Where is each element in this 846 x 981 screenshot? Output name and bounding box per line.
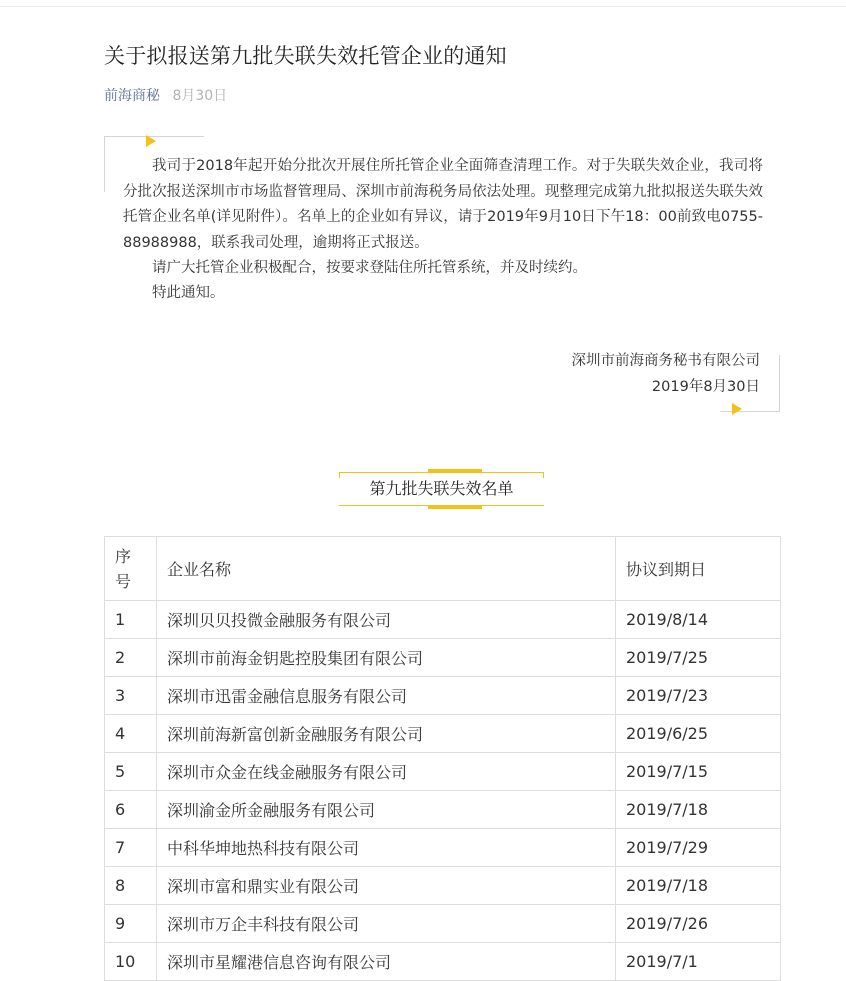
corner-decoration-bottom-right-line — [720, 411, 780, 412]
row-number: 5 — [105, 753, 157, 791]
row-number: 2 — [105, 639, 157, 677]
row-company-name: 深圳市星耀港信息咨询有限公司 — [157, 943, 616, 981]
row-expiry-date: 2019/7/18 — [616, 791, 781, 829]
row-company-name: 深圳市富和鼎实业有限公司 — [157, 867, 616, 905]
row-expiry-date: 2019/7/18 — [616, 867, 781, 905]
row-expiry-date: 2019/7/29 — [616, 829, 781, 867]
row-company-name: 深圳市万企丰科技有限公司 — [157, 905, 616, 943]
section-title: 第九批失联失效名单 — [369, 479, 514, 498]
row-company-name: 深圳渝金所金融服务有限公司 — [157, 791, 616, 829]
row-company-name: 深圳前海新富创新金融服务有限公司 — [157, 715, 616, 753]
section-heading-box — [339, 472, 544, 506]
publish-date: 8月30日 — [172, 88, 228, 104]
row-expiry-date: 2019/7/26 — [616, 905, 781, 943]
row-expiry-date: 2019/7/25 — [616, 639, 781, 677]
table-row — [105, 867, 781, 905]
notice-paragraph-3: 特此通知。 — [152, 285, 225, 301]
article-meta — [104, 85, 227, 105]
notice-paragraph-2: 请广大托管企业积极配合，按要求登陆住所托管系统，并及时续约。 — [152, 260, 587, 276]
row-number: 1 — [105, 601, 157, 639]
table-row — [105, 715, 781, 753]
notice-paragraph-1: 我司于2018年起开始分批次开展住所托管企业全面筛查清理工作。对于失联失效企业，我司将分批次报送深圳市市场监督管理局、深圳市前海税务局依法处理。现整理完成第九批拟报送失联失效托管企业名单(详见附件）。名单上的企业如有异议，请于2019年9月10日下午18：00前致电0755-88988988，联系我司处理，逾期将正式报送。 — [123, 158, 763, 251]
row-company-name: 深圳市众金在线金融服务有限公司 — [157, 753, 616, 791]
author-link[interactable]: 前海商秘 — [104, 88, 160, 104]
row-expiry-date: 2019/7/1 — [616, 943, 781, 981]
row-expiry-date: 2019/8/14 — [616, 601, 781, 639]
row-number: 10 — [105, 943, 157, 981]
row-number: 9 — [105, 905, 157, 943]
row-expiry-date: 2019/7/23 — [616, 677, 781, 715]
row-company-name: 中科华坤地热科技有限公司 — [157, 829, 616, 867]
signature-company: 深圳市前海商务秘书有限公司 — [571, 353, 760, 369]
article-title: 关于拟报送第九批失联失效托管企业的通知 — [104, 44, 507, 68]
table-row — [105, 829, 781, 867]
signature-date: 2019年8月30日 — [651, 379, 760, 395]
row-expiry-date: 2019/7/15 — [616, 753, 781, 791]
corner-decoration-bottom-right — [779, 355, 780, 411]
row-company-name: 深圳贝贝投微金融服务有限公司 — [157, 601, 616, 639]
header-serial-number: 序号 — [105, 537, 157, 601]
table-row — [105, 601, 781, 639]
row-company-name: 深圳市迅雷金融信息服务有限公司 — [157, 677, 616, 715]
table-header-row — [105, 537, 781, 601]
row-number: 6 — [105, 791, 157, 829]
row-number: 4 — [105, 715, 157, 753]
top-divider — [0, 6, 846, 7]
table-row — [105, 677, 781, 715]
table-row — [105, 639, 781, 677]
header-expiry-date: 协议到期日 — [616, 537, 781, 601]
corner-decoration-top-left — [104, 136, 105, 192]
table-row — [105, 905, 781, 943]
row-number: 3 — [105, 677, 157, 715]
row-number: 7 — [105, 829, 157, 867]
triangle-marker-icon — [732, 403, 742, 415]
row-expiry-date: 2019/6/25 — [616, 715, 781, 753]
company-list-table — [104, 536, 781, 981]
section-accent-bar-top — [428, 469, 482, 472]
table-row — [105, 753, 781, 791]
table-row — [105, 791, 781, 829]
section-accent-bar-bottom — [428, 506, 482, 509]
triangle-marker-icon — [146, 135, 156, 147]
row-number: 8 — [105, 867, 157, 905]
header-company-name: 企业名称 — [157, 537, 616, 601]
row-company-name: 深圳市前海金钥匙控股集团有限公司 — [157, 639, 616, 677]
